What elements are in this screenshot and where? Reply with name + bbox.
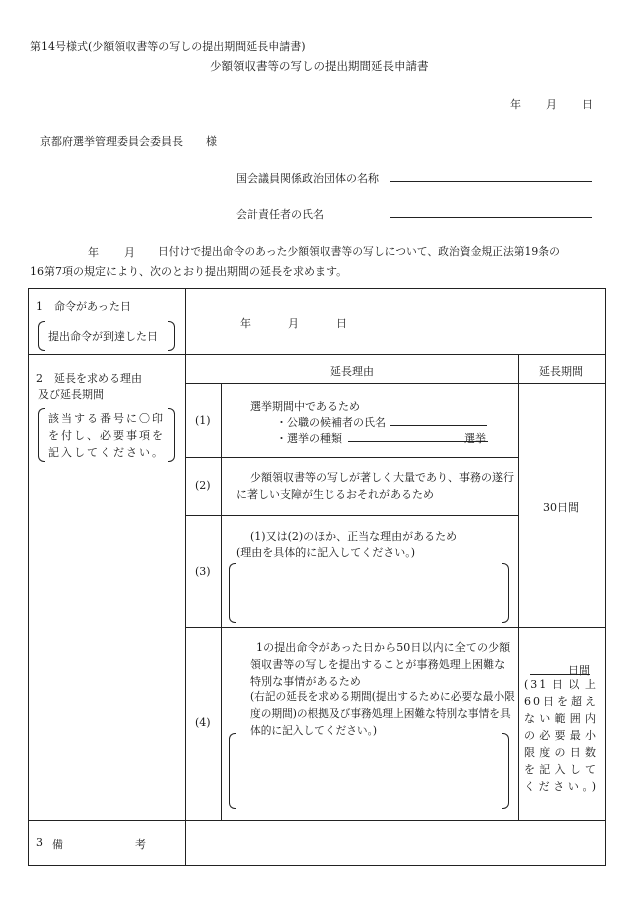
reason-3-bracket-left <box>229 563 236 623</box>
section2-label-sub: 及び延長期間 <box>38 388 104 401</box>
candidate-name-field[interactable] <box>390 425 487 426</box>
addressee-name: 京都府選挙管理委員会委員長 <box>40 135 183 148</box>
reason-4-text: 1の提出命令があった日から50日以内に全ての少額領収書等の写しを提出することが事務処理上困難な特別な事情があるため <box>250 641 511 688</box>
period-30-days: 30日間 <box>543 501 579 514</box>
row-divider <box>185 383 605 384</box>
reason-4-bracket-left <box>229 733 236 809</box>
org-name-field[interactable] <box>390 181 592 182</box>
treasurer-label: 会計責任者の氏名 <box>236 208 324 221</box>
section2-note-bracket-right <box>168 408 175 462</box>
reason-3-input[interactable] <box>238 565 500 619</box>
form-number: 第14号様式(少額領収書等の写しの提出期間延長申請書) <box>30 40 306 53</box>
intro-month: 月 <box>124 246 135 259</box>
col-header-period: 延長期間 <box>539 365 583 378</box>
section1-note-bracket-left <box>38 321 45 351</box>
period-4-note: (31日以上60日を超えない範囲内の必要最小限度の日数を記入してください。) <box>524 678 598 793</box>
section3-label-b: 考 <box>135 838 146 851</box>
row-divider <box>185 457 518 458</box>
section1-note-bracket-right <box>168 321 175 351</box>
section1-label: 1 命令があった日 <box>36 300 131 313</box>
section2-note-bracket-left <box>38 408 45 462</box>
reason-1-election-label: ・選挙の種類 <box>276 432 342 445</box>
section3-label-a: 備 <box>52 838 63 851</box>
reason-3-bracket-right <box>502 563 509 623</box>
date-year: 年 <box>510 98 521 111</box>
col-header-reason: 延長理由 <box>330 365 374 378</box>
reason-1-number[interactable]: (1) <box>195 414 211 427</box>
treasurer-field[interactable] <box>390 217 592 218</box>
page-title: 少額領収書等の写しの提出期間延長申請書 <box>210 59 429 73</box>
org-name-label: 国会議員関係政治団体の名称 <box>236 172 379 185</box>
section1-day[interactable]: 日 <box>336 317 347 330</box>
section1-note: 提出命令が到達した日 <box>48 330 158 343</box>
remarks-field[interactable] <box>190 824 600 862</box>
reason-1-text: 選挙期間中であるため <box>250 400 360 413</box>
reason-3-instruction: (理由を具体的に記入してください。) <box>236 546 416 559</box>
addressee-honorific: 様 <box>206 135 217 148</box>
section1-year[interactable]: 年 <box>240 317 251 330</box>
period-days-unit: 日間 <box>568 664 590 677</box>
reason-4-bracket-right <box>502 733 509 809</box>
reason-2-number[interactable]: (2) <box>195 479 211 492</box>
reason-4-input[interactable] <box>238 735 500 805</box>
section2-label: 2 延長を求める理由 <box>36 372 142 385</box>
section1-month[interactable]: 月 <box>288 317 299 330</box>
reason-1-candidate-label: ・公職の候補者の氏名 <box>276 416 386 429</box>
reason-3-text: (1)又は(2)のほか、正当な理由があるため <box>250 530 458 543</box>
intro-line1: 日付けで提出命令のあった少額領収書等の写しについて、政治資金規正法第19条の <box>158 245 560 258</box>
reason-3-number[interactable]: (3) <box>195 565 211 578</box>
reason-1-election-suffix: 選挙 <box>464 432 486 445</box>
section3-number: 3 <box>36 836 43 849</box>
date-month: 月 <box>546 98 557 111</box>
intro-line2: 16第7項の規定により、次のとおり提出期間の延長を求めます。 <box>30 265 348 278</box>
reason-4-instruction: (右記の延長を求める期間(提出するために必要な最小限度の期間)の根拠及び事務処理上困難な特別な事情を具体的に記入してください。) <box>250 690 515 737</box>
intro-year: 年 <box>88 246 99 259</box>
reason-4-number[interactable]: (4) <box>195 716 211 729</box>
col-divider <box>221 383 222 820</box>
row-divider <box>185 627 605 628</box>
date-day: 日 <box>582 98 593 111</box>
section2-note: 該当する番号に〇印を付し、必要事項を記入してください。 <box>48 412 164 459</box>
row-divider <box>185 515 518 516</box>
row-divider <box>28 820 605 821</box>
reason-2-text: 少額領収書等の写しが著しく大量であり、事務の遂行に著しい支障が生じるおそれがあるため <box>236 471 514 501</box>
col-divider <box>518 354 519 820</box>
col-divider <box>185 288 186 865</box>
